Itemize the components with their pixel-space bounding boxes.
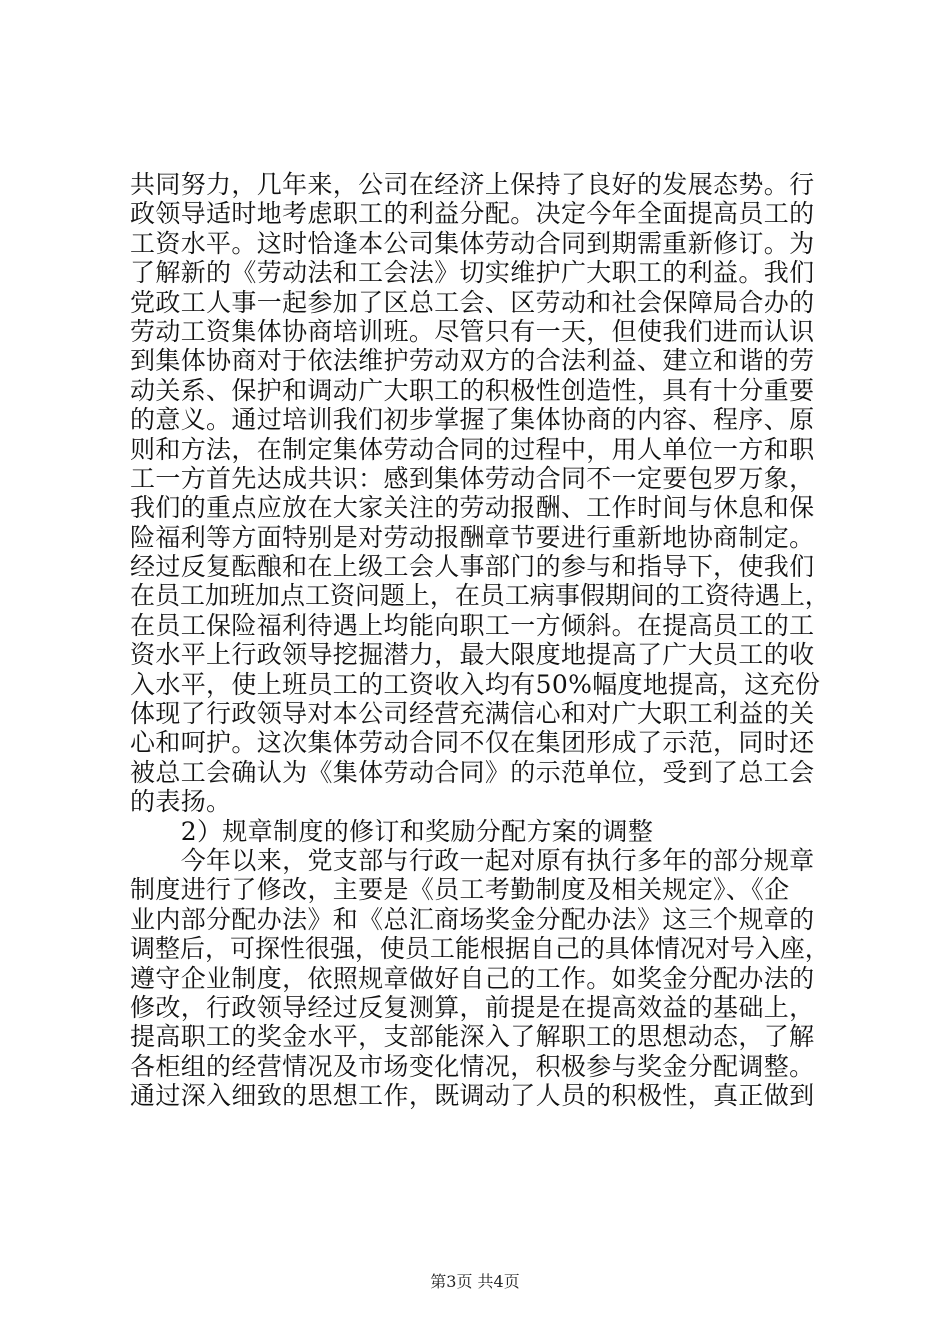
text-line: 党政工人事一起参加了区总工会、区劳动和社会保障局合办的 xyxy=(130,287,815,317)
text-line: 业内部分配办法》和《总汇商场奖金分配办法》这三个规章的 xyxy=(130,904,815,934)
text-line: 的表扬。 xyxy=(130,787,232,817)
text-line: 工资水平。这时恰逢本公司集体劳动合同到期需重新修订。为 xyxy=(130,228,815,258)
text-line: 在员工加班加点工资问题上，在员工病事假期间的工资待遇上， xyxy=(130,581,830,611)
text-line: 工一方首先达成共识：感到集体劳动合同不一定要包罗万象， xyxy=(130,463,815,493)
text-line: 体现了行政领导对本公司经营充满信心和对广大职工利益的关 xyxy=(130,699,815,729)
text-line: 我们的重点应放在大家关注的劳动报酬、工作时间与休息和保 xyxy=(130,493,815,523)
text-line: 各柜组的经营情况及市场变化情况，积极参与奖金分配调整。 xyxy=(130,1051,815,1081)
text-line: 则和方法，在制定集体劳动合同的过程中，用人单位一方和职 xyxy=(130,434,815,464)
text-line: 的意义。通过培训我们初步掌握了集体协商的内容、程序、原 xyxy=(130,405,815,435)
text-line: 劳动工资集体协商培训班。尽管只有一天，但使我们进而认识 xyxy=(130,316,815,346)
text-line: 通过深入细致的思想工作，既调动了人员的积极性，真正做到 xyxy=(130,1081,815,1111)
text-line: 今年以来，党支部与行政一起对原有执行多年的部分规章 xyxy=(130,845,815,875)
body-text xyxy=(130,170,830,1111)
text-line: 到集体协商对于依法维护劳动双方的合法利益、建立和谐的劳 xyxy=(130,346,815,376)
text-line: 制度进行了修改，主要是《员工考勤制度及相关规定》、《企 xyxy=(130,875,790,905)
text-line: 经过反复酝酿和在上级工会人事部门的参与和指导下，使我们 xyxy=(130,552,815,582)
page-footer: 第3页 共4页 xyxy=(430,1272,520,1291)
text-line: 入水平，使上班员工的工资收入均有50%幅度地提高，这充份 xyxy=(130,669,821,699)
text-line: 修改，行政领导经过反复测算，前提是在提高效益的基础上， xyxy=(130,992,815,1022)
text-line: 险福利等方面特别是对劳动报酬章节要进行重新地协商制定。 xyxy=(130,522,815,552)
text-line: 心和呵护。这次集体劳动合同不仅在集团形成了示范，同时还 xyxy=(130,728,815,758)
text-line: 提高职工的奖金水平，支部能深入了解职工的思想动态，了解 xyxy=(130,1022,815,1052)
text-line: 政领导适时地考虑职工的利益分配。决定今年全面提高员工的 xyxy=(130,199,815,229)
text-line: 调整后，可探性很强，使员工能根据自己的具体情况对号入座， xyxy=(130,934,830,964)
text-line: 动关系、保护和调动广大职工的积极性创造性，具有十分重要 xyxy=(130,375,815,405)
text-line: 资水平上行政领导挖掘潜力，最大限度地提高了广大员工的收 xyxy=(130,640,815,670)
text-line: 2）规章制度的修订和奖励分配方案的调整 xyxy=(130,816,654,846)
text-line: 被总工会确认为《集体劳动合同》的示范单位，受到了总工会 xyxy=(130,757,815,787)
text-line: 遵守企业制度，依照规章做好自己的工作。如奖金分配办法的 xyxy=(130,963,815,993)
text-line: 在员工保险福利待遇上均能向职工一方倾斜。在提高员工的工 xyxy=(130,610,815,640)
text-line: 了解新的《劳动法和工会法》切实维护广大职工的利益。我们 xyxy=(130,258,815,288)
text-line: 共同努力，几年来，公司在经济上保持了良好的发展态势。行 xyxy=(130,170,815,199)
